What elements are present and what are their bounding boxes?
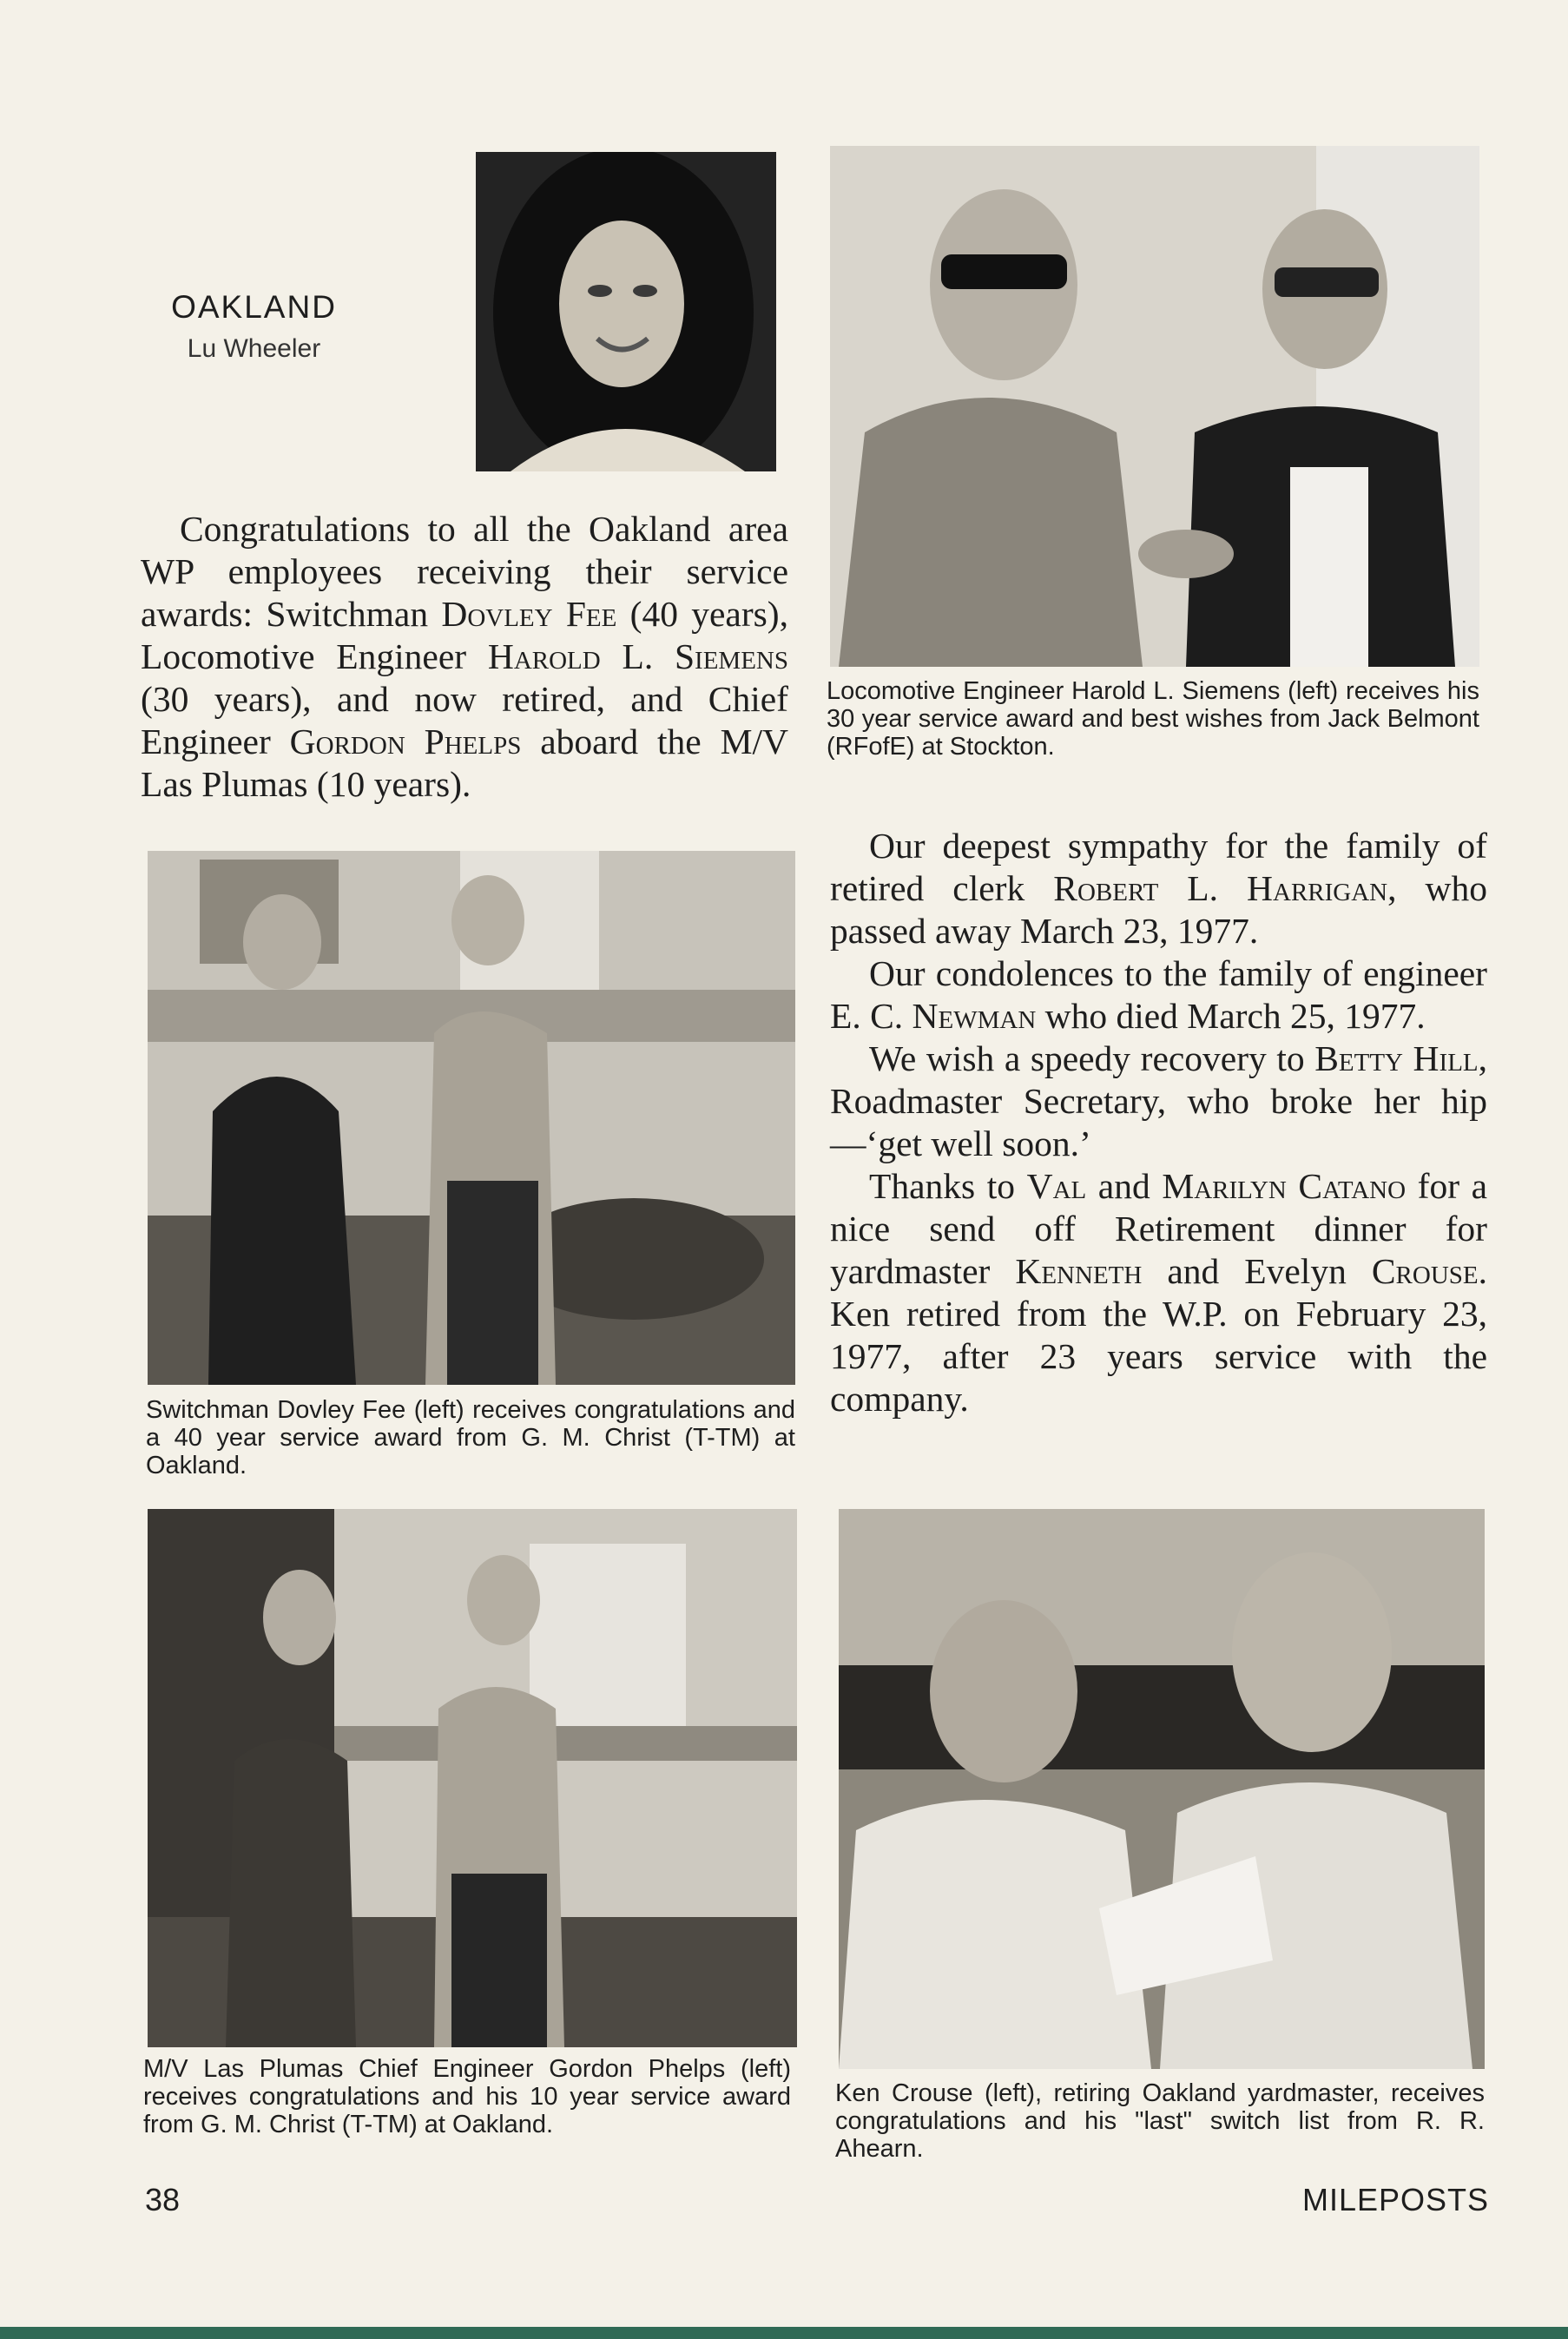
- news-paragraph: Thanks to Val and Marilyn Catano for a nice send off Retirement dinner for yardmaster Kenneth and Evelyn Crouse. Ken retired from the W.P. on February 23, 1977, after 23 years service with the company.: [830, 1166, 1488, 1419]
- crouse-switch-list-photo: [839, 1509, 1485, 2069]
- name-betty-hill: Betty Hill: [1314, 1038, 1479, 1078]
- name-val: Val: [1026, 1166, 1087, 1206]
- news-paragraph: Our deepest sympathy for the family of retired clerk Robert L. Harrigan, who passed away March 23, 1977.: [830, 826, 1487, 951]
- phelps-award-photo: [148, 1509, 797, 2047]
- name-marilyn-catano: Marilyn Catano: [1162, 1166, 1407, 1206]
- phelps-caption: M/V Las Plumas Chief Engineer Gordon Phelps (left) receives congratulations and his 10 year service award from G. M. Christ (T-TM) at Oakland.: [143, 2055, 791, 2138]
- fee-caption: Switchman Dovley Fee (left) receives congratulations and a 40 year service award from G. M. Christ (T-TM) at Oakland.: [146, 1396, 795, 1479]
- intro-text: (40 years), Locomotive Engineer: [141, 594, 788, 676]
- name-harold-siemens: Harold L. Siemens: [487, 636, 788, 676]
- crouse-caption: Ken Crouse (left), retiring Oakland yardmaster, receives congratulations and his "last" switch list from R. R. Ahearn.: [835, 2079, 1485, 2163]
- name-robert-harrigan: Robert L. Harrigan: [1053, 868, 1388, 908]
- news-column: [830, 825, 1487, 1420]
- fee-award-photo: [148, 851, 795, 1385]
- siemens-award-photo: [830, 146, 1479, 667]
- siemens-caption: Locomotive Engineer Harold L. Siemens (left) receives his 30 year service award and best wishes from Jack Belmont (RFofE) at Stockton.: [827, 677, 1479, 761]
- name-crouse: Crouse: [1371, 1251, 1479, 1291]
- correspondent-photo: [476, 152, 776, 471]
- intro-text: aboard the M/V Las Plumas (10 years).: [141, 721, 788, 804]
- news-paragraph: Our condolences to the family of engineer E. C. Newman who died March 25, 1977.: [830, 953, 1487, 1036]
- intro-text: Congratulations to all the Oakland area WP employees receiving their service awards: Switchman: [141, 509, 788, 634]
- name-gordon-phelps: Gordon Phelps: [289, 721, 522, 761]
- intro-paragraph: [141, 508, 788, 806]
- news-paragraph: We wish a speedy recovery to Betty Hill, Roadmaster Secretary, who broke her hip—‘get well soon.’: [830, 1038, 1487, 1163]
- name-dovley-fee: Dovley Fee: [441, 594, 617, 634]
- publication-name: MILEPOSTS: [1302, 2182, 1490, 2217]
- name-newman: Newman: [912, 996, 1037, 1036]
- page-number: 38: [145, 2182, 181, 2217]
- name-kenneth: Kenneth: [1015, 1251, 1143, 1291]
- section-author: Lu Wheeler: [187, 334, 321, 363]
- section-title: OAKLAND: [171, 289, 337, 325]
- page-edge: [0, 2327, 1568, 2339]
- intro-text: (30 years), and now retired, and Chief Engineer: [141, 679, 788, 761]
